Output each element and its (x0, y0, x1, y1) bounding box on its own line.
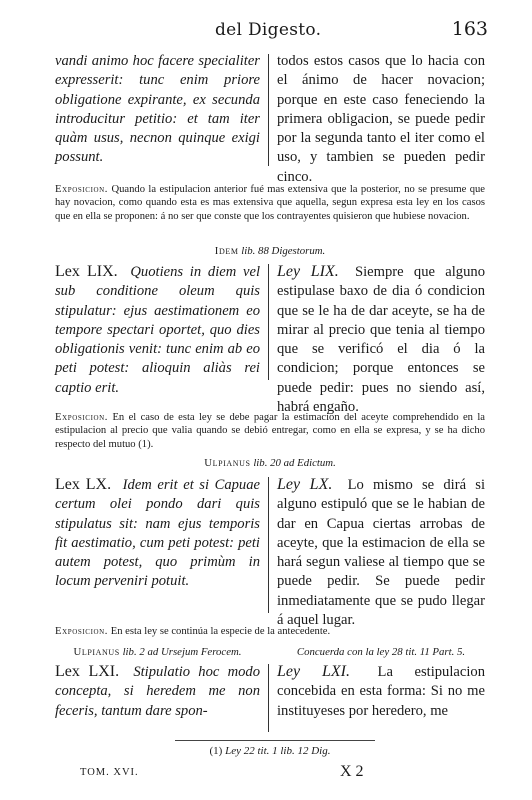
exposicion-label: Exposicion. (55, 626, 109, 637)
source-author: Idem (214, 245, 239, 257)
source-author: Ulpianus (73, 646, 120, 658)
source-reference: lib. 88 Digestorum. (241, 245, 326, 257)
latin-body: Quotiens in diem vel sub conditione oleum quis stipulatur: ejus aestimationem eo tempore spectari oportet, quo dies obligationis venit: tunc enim ab eo peti potest: alioquin aliàs rei captio erit. (55, 264, 261, 396)
spanish-text-1: todos estos casos que lo hacia con el ánimo de hacer novacion; porque en este caso feneciendo la primera obligacion, se puede pedir por la segunda tanto el iter como el uso, y tambien se pueden pedir cinco. (277, 53, 485, 185)
footnote-text: Ley 22 tit. 1 lib. 12 Dig. (225, 745, 331, 757)
law-number-spanish: Ley LX. (277, 476, 333, 493)
latin-body: Idem erit et si Capuae certum olei pondo dari quis stipulatus sit: nam ejus temporis fit aestimatio, cum peti potest: peti autem potest, quo primùm in locum perveniri potuit. (55, 477, 260, 590)
source-heading-3 (55, 457, 485, 469)
footnote-marker: (1) (209, 745, 223, 757)
running-head (0, 18, 532, 44)
law-number-spanish: Ley LIX. (277, 263, 339, 280)
latin-text-4 (55, 662, 260, 721)
tome-number: TOM. XVI. (80, 767, 139, 778)
exposicion-label: Exposicion. (55, 412, 109, 423)
spanish-text-2 (277, 262, 485, 417)
exposicion-text: En esta ley se continúa la especie de la antecedente. (110, 626, 331, 637)
exposicion-1 (55, 183, 485, 223)
law-number-latin: Lex LX. (55, 476, 112, 493)
block-2 (55, 262, 485, 416)
column-divider (268, 264, 269, 380)
source-heading-4-left (55, 646, 260, 658)
source-reference: lib. 20 ad Edictum. (253, 457, 336, 469)
exposicion-2 (55, 411, 485, 451)
source-author: Ulpianus (204, 457, 251, 469)
latin-text-2 (55, 262, 260, 398)
source-heading-4-right (277, 646, 485, 658)
exposicion-text: En el caso de esta ley se debe pagar la estimacion del aceyte comprehendido en la estipulacion al precio que valia quando se debió entregar, como en ella se expresa, y se ha dicho respecto del mutuo (1). (55, 412, 485, 450)
running-title: del Digesto. (215, 20, 322, 40)
law-number-spanish: Ley LXI. (277, 663, 350, 680)
column-divider (268, 477, 269, 613)
exposicion-3 (55, 625, 485, 638)
signature-mark: X 2 (340, 763, 364, 780)
page-number: 163 (451, 18, 488, 40)
latin-body: Stipulatio hoc modo concepta, si heredem me non feceris, tantum dare spon- (55, 664, 260, 719)
latin-text-1: vandi animo hoc facere specialiter expresserit: tunc enim priore obligatione expirante, ex secunda introducitur petitio: et tam iter quàm usus, necnon quinque exigi possunt. (55, 53, 260, 166)
law-number-latin: Lex LXI. (55, 663, 120, 680)
spanish-text-4 (277, 662, 485, 721)
spanish-body: La estipulacion concebida en esta forma: Si no me instituyeses por heredero, me (277, 664, 485, 719)
source-heading-2 (55, 245, 485, 257)
column-divider (268, 664, 269, 732)
spanish-body: Lo mismo se dirá si alguno estipuló que se le habian de dar en Capua ciertas arrobas de aceyte, que la estimacion de ella se hará segun valiese al tiempo que se puede pedir. Se puede pedir inmediatamente que se pudo llegar á aquel lugar. (277, 477, 486, 629)
exposicion-text: Quando la estipulacion anterior fué mas extensiva que la posterior, no se presume que hay novacion, como quando esta es mas extensiva que aquella, segun expresa esta ley en los casos que en ella se proponen: á no ser que conste que los contrayentes quisieron que hubiese novacion. (55, 184, 485, 222)
source-reference: lib. 2 ad Ursejum Ferocem. (122, 646, 242, 658)
spanish-body: Siempre que alguno estipulase baxo de dia ó condicion que se le ha de dar aceyte, se ha de mirar al precio que tenia al tiempo que se verificó el dia ó la condicion; porque entonces se puede pedir: pues no siendo así, habrá engaño. (277, 264, 485, 416)
block-1 (55, 52, 485, 185)
law-number-latin: Lex LIX. (55, 263, 118, 280)
footnote-rule (175, 740, 375, 741)
spanish-text-3 (277, 475, 485, 630)
column-divider (268, 54, 269, 166)
exposicion-label: Exposicion. (55, 184, 109, 195)
concordance-note: Concuerda con la ley 28 tit. 11 Part. 5. (296, 646, 466, 658)
latin-text-3 (55, 475, 260, 592)
footnote (55, 745, 485, 757)
block-3 (55, 475, 486, 629)
block-4 (55, 662, 485, 732)
